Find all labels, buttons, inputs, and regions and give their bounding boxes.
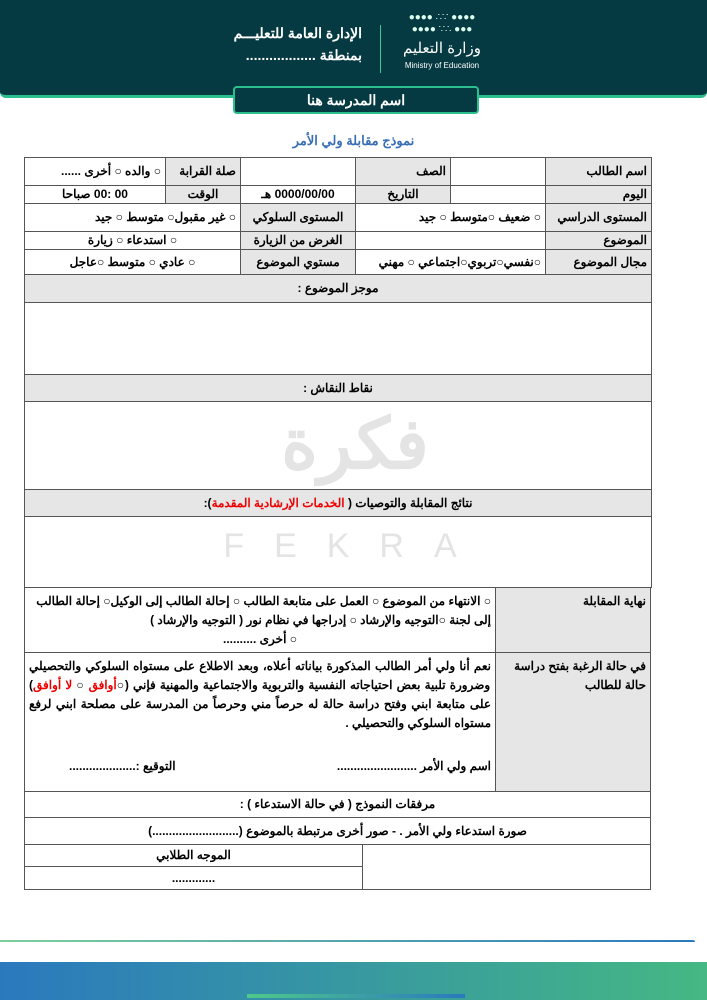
results-title: نتائج المقابلة والتوصيات ( — [344, 495, 473, 510]
purpose-options[interactable]: ○ استدعاء ○ زيارة — [25, 232, 241, 250]
grade-label: الصف — [356, 158, 451, 186]
consent-text2: ) على متابعة ابني وفتح دراسة حالة له حرصاً مني وحرصاً من المدرسة على مصلحة ابني لرفع مستواه السلوكي والتحصيلي . — [29, 678, 491, 730]
end-label: نهاية المقابلة — [496, 588, 651, 653]
date-label: التاريخ — [356, 186, 451, 204]
ministry-name-ar: وزارة التعليم — [403, 40, 481, 57]
purpose-label: الغرض من الزيارة — [241, 232, 356, 250]
student-name-label: اسم الطالب — [546, 158, 652, 186]
topic-level-label: مستوي الموضوع — [241, 250, 356, 275]
form-title: نموذج مقابلة ولي الأمر — [292, 133, 415, 148]
footer-line — [0, 940, 695, 942]
summary-header: موجز الموضوع : — [25, 275, 652, 303]
consent-body — [25, 653, 496, 792]
guardian-name-field[interactable]: اسم ولي الأمر ........................ — [336, 759, 491, 773]
end-options-line1: ○ الانتهاء من الموضوع ○ العمل على متابعة الطالب ○ إحالة الطالب إلى الوكيل○ إحالة الطالب إلى لجنة ○التوجيه والإرشاد ○ إدراجها في نظام نور ( التوجيه والإرشاد ) — [36, 594, 491, 627]
department — [192, 22, 362, 66]
attachments-text: صورة استدعاء ولي الأمر . - صور أخرى مرتبطة بالموضوع (..........................) — [25, 818, 651, 845]
agree-option[interactable]: أوافق — [88, 678, 117, 692]
results-field[interactable] — [25, 517, 652, 588]
academic-options[interactable]: ○ ضعيف ○متوسط ○ جيد — [356, 204, 546, 232]
topic-label: الموضوع — [546, 232, 652, 250]
end-table — [24, 587, 651, 792]
discussion-header: نقاط النقاش : — [25, 375, 652, 402]
divider — [380, 25, 381, 73]
option-sep: ○ — [72, 678, 89, 692]
behavior-label: المستوى السلوكي — [241, 204, 356, 232]
consent-text1: نعم أنا ولي أمر الطالب المذكورة بياناته أعلاه، وبعد الاطلاع على مستواه السلوكي والتحصيلي وضرورة تلبية بعض احتياجاته النفسية والتربوية والاجتماعية والمهنية فإني (○ — [29, 659, 491, 692]
disagree-option[interactable]: لا أوافق — [33, 678, 73, 692]
form-body — [24, 157, 651, 890]
end-options-other: ○ أخرى .......... — [222, 632, 298, 646]
grade-field[interactable] — [241, 158, 356, 186]
date-field[interactable]: 0000/00/00 هـ — [241, 186, 356, 204]
topic-field[interactable] — [356, 232, 546, 250]
attachments-table — [24, 791, 651, 890]
field-options[interactable]: ○نفسي○تربوي○اجتماعي ○ مهني — [356, 250, 546, 275]
results-services: الخدمات الإرشادية المقدمة — [211, 495, 345, 510]
field-label: مجال الموضوع — [546, 250, 652, 275]
results-suffix: ): — [203, 495, 212, 510]
school-name: اسم المدرسة هنا — [233, 86, 479, 114]
academic-label: المستوى الدراسي — [546, 204, 652, 232]
attachments-header: مرفقات النموذج ( في حالة الاستدعاء ) : — [25, 792, 651, 818]
summary-field[interactable] — [25, 303, 652, 375]
day-label: اليوم — [546, 186, 652, 204]
ministry-name-en: Ministry of Education — [404, 61, 480, 70]
end-options[interactable] — [25, 588, 496, 653]
relation-options[interactable]: ○ والده ○ أخرى ...... — [25, 158, 166, 186]
relation-label: صلة القرابة — [166, 158, 241, 186]
time-label: الوقت — [166, 186, 241, 204]
consent-label: في حالة الرغبة بفتح دراسة حالة للطالب — [496, 653, 651, 792]
results-header — [25, 490, 652, 517]
topic-level-options[interactable]: ○ عادي ○ متوسط ○عاجل — [25, 250, 241, 275]
counselor-signature[interactable]: ............. — [25, 867, 363, 890]
dept-line2: بمنطقة .................. — [245, 47, 362, 63]
signature-field[interactable]: التوقيع :.................... — [69, 759, 176, 773]
dept-line1: الإدارة العامة للتعليـــم — [233, 25, 362, 41]
behavior-options[interactable]: ○ غير مقبول○ متوسط ○ جيد — [25, 204, 241, 232]
discussion-field[interactable] — [25, 402, 652, 490]
counselor-label: الموجه الطلابي — [25, 845, 363, 867]
watermark-en: FEKRA — [223, 527, 487, 565]
footer-accent — [247, 994, 465, 998]
blank-cell — [363, 845, 651, 890]
logo-dots-icon: ●●●● ∴∵ ●●●● ●●●● ∵∴ ●●● — [408, 12, 476, 35]
student-name-field[interactable] — [451, 158, 546, 186]
ministry-logo — [392, 12, 492, 71]
header-banner — [0, 0, 707, 98]
watermark-ar: فكرة — [281, 405, 429, 483]
day-field[interactable] — [451, 186, 546, 204]
info-table — [24, 157, 652, 588]
time-field[interactable]: 00 :00 صباحا — [25, 186, 166, 204]
